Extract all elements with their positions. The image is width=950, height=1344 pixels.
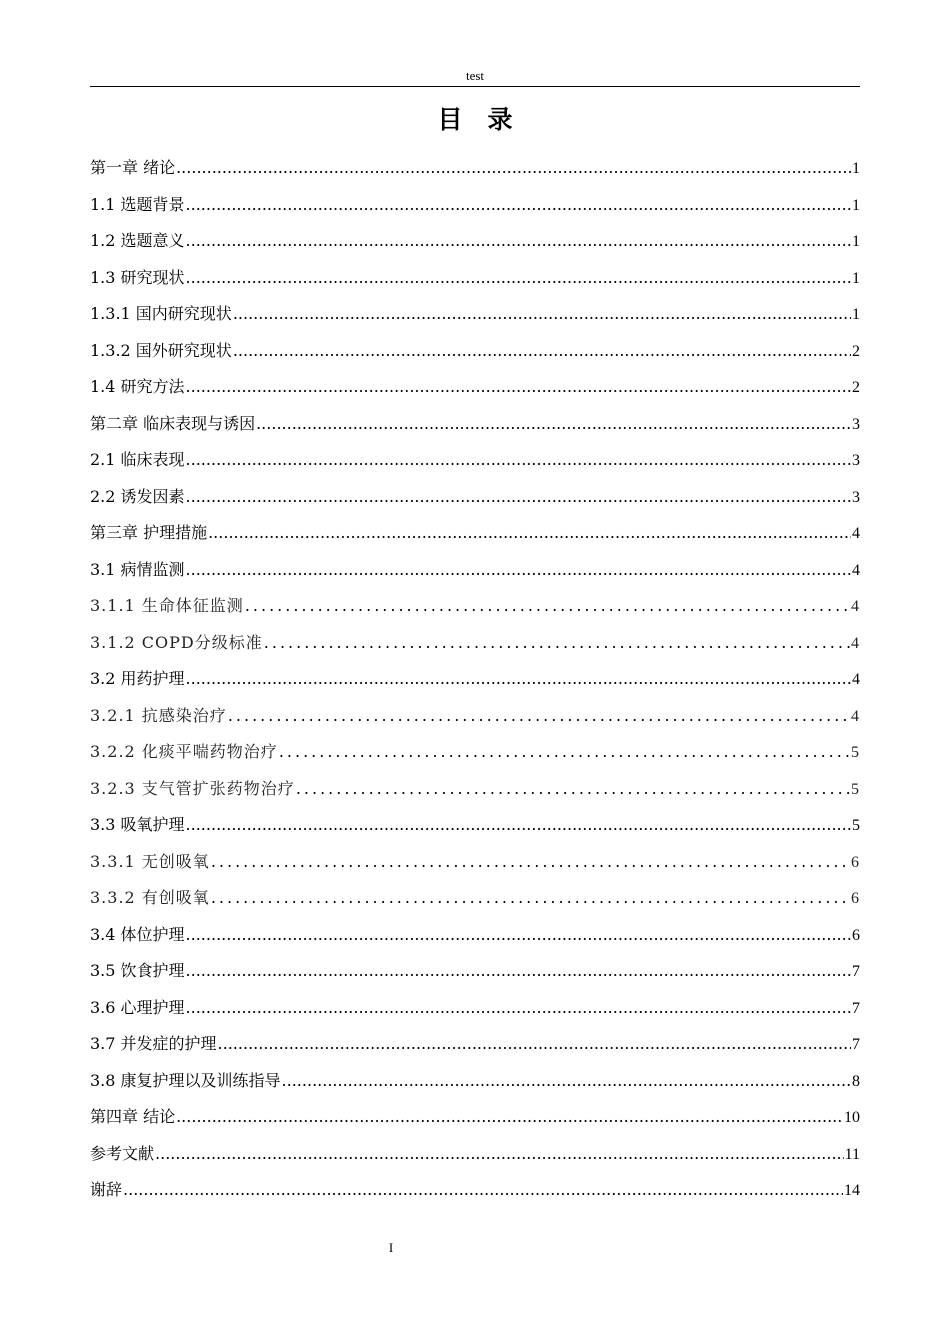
- toc-entry-page: 1: [852, 306, 860, 323]
- toc-entry-label: 3.3.2 有创吸氧: [90, 888, 210, 907]
- toc-leader-dots: [186, 223, 851, 260]
- toc-leader-dots: [186, 807, 851, 844]
- toc-entry-page: 6: [851, 853, 860, 871]
- toc-leader-dots: [279, 734, 850, 771]
- toc-entry-label: 第四章 结论: [90, 1107, 176, 1126]
- toc-entry[interactable]: [90, 552, 860, 589]
- toc-entry[interactable]: [90, 917, 860, 954]
- toc-leader-dots: [186, 953, 851, 990]
- toc-leader-dots: [296, 771, 850, 808]
- toc-entry-page: 3: [852, 452, 860, 469]
- toc-entry-label: 3.1.1 生命体征监测: [90, 596, 244, 615]
- toc-entry[interactable]: [90, 844, 860, 881]
- toc-leader-dots: [186, 479, 851, 516]
- toc-entry[interactable]: [90, 1099, 860, 1136]
- toc-leader-dots: [186, 552, 851, 589]
- toc-leader-dots: [155, 1136, 844, 1173]
- toc-leader-dots: [176, 1099, 843, 1136]
- toc-entry-label: 参考文献: [90, 1143, 155, 1163]
- toc-entry[interactable]: [90, 406, 860, 443]
- toc-leader-dots: [186, 990, 851, 1027]
- toc-leader-dots: [211, 844, 850, 881]
- toc-entry-page: 1: [852, 160, 860, 177]
- toc-title: 目 录: [437, 105, 513, 134]
- toc-entry[interactable]: [90, 990, 860, 1027]
- toc-entry-label: 谢辞: [90, 1180, 123, 1199]
- toc-entry-page: 5: [852, 817, 860, 834]
- toc-entry-page: 3: [852, 488, 860, 506]
- toc-leader-dots: [186, 260, 851, 297]
- toc-entry[interactable]: [90, 625, 860, 662]
- toc-entry[interactable]: [90, 515, 860, 552]
- toc-entry-page: 7: [852, 1036, 860, 1053]
- toc-leader-dots: [186, 369, 851, 406]
- toc-entry-label: 3.1.2 COPD分级标准: [90, 632, 263, 652]
- toc-leader-dots: [282, 1063, 851, 1100]
- toc-entry-page: 4: [852, 671, 860, 688]
- toc-entry[interactable]: [90, 260, 860, 297]
- toc-leader-dots: [211, 880, 850, 917]
- toc-entry-label: 1.1 选题背景: [90, 194, 185, 214]
- toc-entry-page: 3: [852, 415, 860, 433]
- toc-entry-label: 1.3 研究现状: [90, 267, 185, 287]
- toc-entry-page: 4: [851, 634, 860, 652]
- toc-entry[interactable]: [90, 661, 860, 698]
- toc-entry-label: 3.3.1 无创吸氧: [90, 851, 210, 871]
- toc-entry[interactable]: [90, 150, 860, 187]
- footer-page-number: I: [388, 1240, 394, 1255]
- toc-entry-page: 4: [851, 598, 860, 615]
- toc-entry-page: 1: [852, 269, 860, 287]
- toc-entry-page: 6: [852, 926, 860, 944]
- toc-entry-label: 1.3.1 国内研究现状: [90, 304, 232, 323]
- toc-entry-label: 第二章 临床表现与诱因: [90, 413, 256, 433]
- toc-entry-label: 2.1 临床表现: [90, 450, 185, 469]
- toc-entry-label: 3.8 康复护理以及训练指导: [90, 1070, 281, 1090]
- toc-entry-label: 第一章 绪论: [90, 158, 176, 177]
- toc-entry[interactable]: [90, 1172, 860, 1209]
- toc-entry[interactable]: [90, 187, 860, 224]
- toc-entry-page: 4: [851, 707, 860, 725]
- toc-entry[interactable]: [90, 369, 860, 406]
- toc-entry[interactable]: [90, 588, 860, 625]
- table-of-contents: [90, 150, 860, 1209]
- toc-leader-dots: [245, 588, 850, 625]
- toc-entry[interactable]: [90, 880, 860, 917]
- toc-entry[interactable]: [90, 479, 860, 516]
- toc-entry-label: 第三章 护理措施: [90, 523, 208, 542]
- toc-entry[interactable]: [90, 771, 860, 808]
- toc-entry-label: 2.2 诱发因素: [90, 486, 185, 506]
- toc-leader-dots: [186, 917, 851, 954]
- toc-entry[interactable]: [90, 333, 860, 370]
- toc-entry-page: 6: [851, 890, 860, 907]
- toc-entry-page: 2: [852, 342, 860, 360]
- toc-entry[interactable]: [90, 1063, 860, 1100]
- toc-leader-dots: [233, 296, 851, 333]
- toc-leader-dots: [123, 1172, 843, 1209]
- toc-entry-label: 3.2.1 抗感染治疗: [90, 705, 227, 725]
- toc-entry-label: 3.3 吸氧护理: [90, 815, 185, 834]
- toc-leader-dots: [186, 442, 851, 479]
- toc-entry-page: 11: [844, 1145, 860, 1163]
- toc-entry[interactable]: [90, 442, 860, 479]
- toc-leader-dots: [256, 406, 851, 443]
- toc-entry-label: 3.4 体位护理: [90, 924, 185, 944]
- toc-entry-label: 1.3.2 国外研究现状: [90, 340, 232, 360]
- toc-entry-label: 1.2 选题意义: [90, 231, 185, 250]
- toc-entry-page: 2: [852, 379, 860, 396]
- toc-entry-label: 3.5 饮食护理: [90, 961, 185, 980]
- toc-entry[interactable]: [90, 807, 860, 844]
- toc-entry-page: 14: [844, 1182, 860, 1199]
- toc-entry-page: 4: [852, 525, 860, 542]
- toc-entry-page: 1: [852, 196, 860, 214]
- toc-entry-label: 3.1 病情监测: [90, 559, 185, 579]
- toc-entry-page: 1: [852, 233, 860, 250]
- toc-leader-dots: [228, 698, 850, 735]
- toc-entry-label: 3.2.2 化痰平喘药物治疗: [90, 742, 278, 761]
- toc-entry[interactable]: [90, 953, 860, 990]
- toc-entry-label: 3.7 并发症的护理: [90, 1034, 217, 1053]
- toc-entry-page: 5: [851, 780, 860, 798]
- toc-leader-dots: [264, 625, 850, 662]
- toc-entry[interactable]: [90, 296, 860, 333]
- toc-leader-dots: [218, 1026, 851, 1063]
- toc-entry-page: 7: [852, 999, 860, 1017]
- toc-entry-page: 7: [852, 963, 860, 980]
- toc-leader-dots: [208, 515, 851, 552]
- toc-entry-label: 3.2.3 支气管扩张药物治疗: [90, 778, 295, 798]
- toc-entry-label: 3.6 心理护理: [90, 997, 185, 1017]
- toc-entry-page: 10: [844, 1109, 860, 1126]
- page-header: test: [465, 68, 485, 83]
- toc-entry[interactable]: [90, 223, 860, 260]
- toc-entry-page: 5: [851, 744, 860, 761]
- toc-entry[interactable]: [90, 1136, 860, 1173]
- toc-entry-label: 1.4 研究方法: [90, 377, 185, 396]
- toc-leader-dots: [233, 333, 851, 370]
- toc-entry-page: 4: [852, 561, 860, 579]
- toc-entry-page: 8: [852, 1072, 860, 1090]
- toc-leader-dots: [186, 661, 851, 698]
- toc-entry-label: 3.2 用药护理: [90, 669, 185, 688]
- toc-leader-dots: [186, 187, 851, 224]
- toc-entry[interactable]: [90, 1026, 860, 1063]
- toc-entry[interactable]: [90, 698, 860, 735]
- toc-leader-dots: [176, 150, 851, 187]
- toc-entry[interactable]: [90, 734, 860, 771]
- header-divider: [90, 86, 860, 87]
